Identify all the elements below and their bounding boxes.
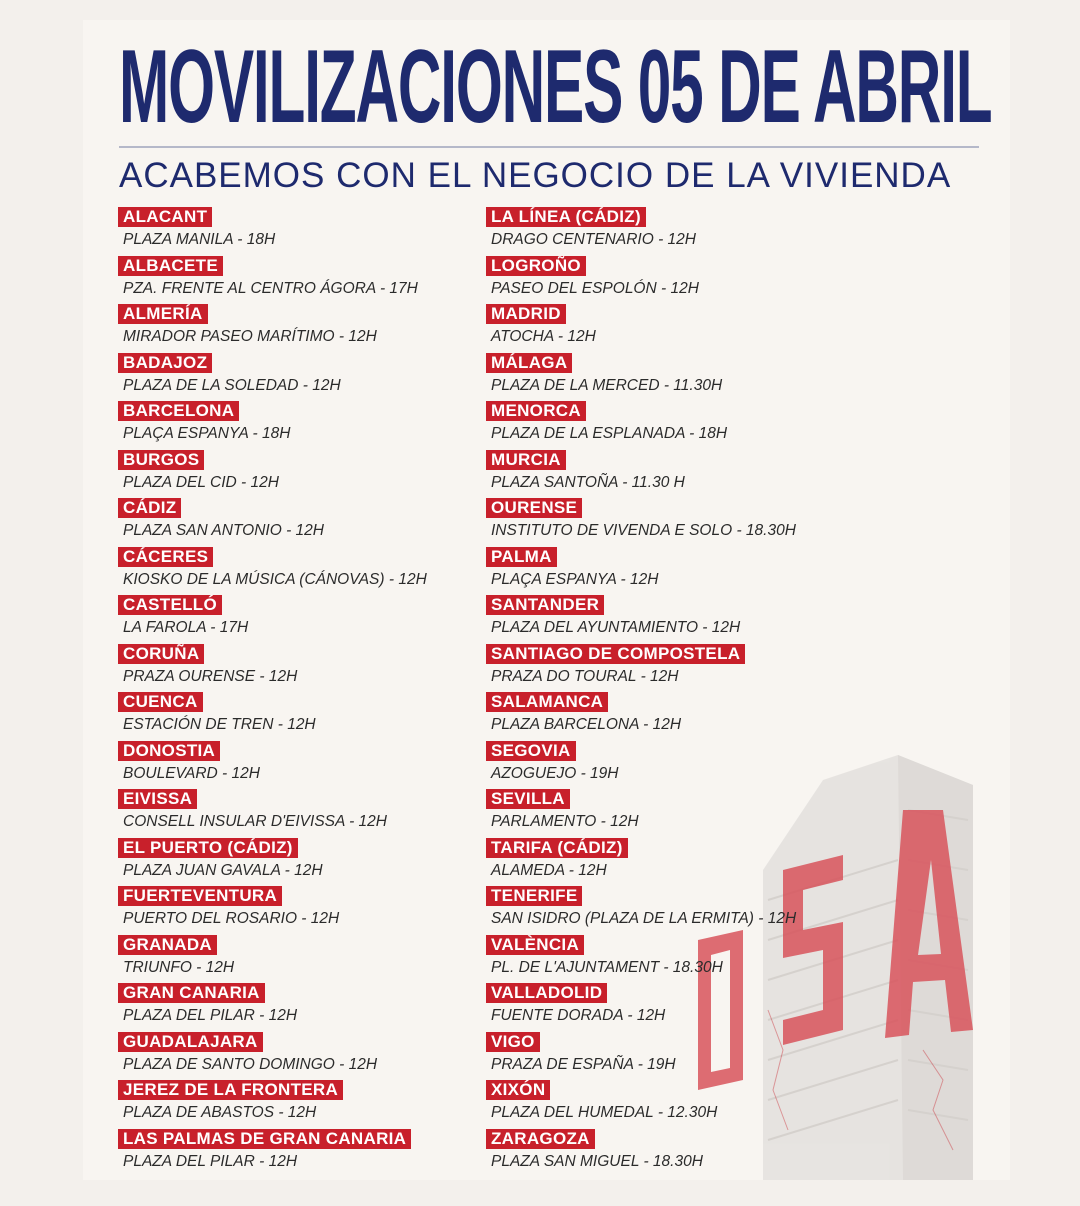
list-item — [118, 789, 478, 838]
city-label: BADAJOZ — [118, 353, 212, 373]
city-label: MADRID — [486, 304, 566, 324]
location-text: INSTITUTO DE VIVENDA E SOLO - 18.30H — [491, 522, 796, 539]
list-item — [118, 741, 478, 790]
city-label: GRANADA — [118, 935, 217, 955]
list-item — [486, 595, 846, 644]
location-text: PLAZA SANTOÑA - 11.30 H — [491, 473, 685, 491]
city-label: ALBACETE — [118, 256, 223, 276]
list-item — [486, 644, 846, 693]
location-text: PLAZA JUAN GAVALA - 12H — [123, 861, 323, 879]
location-text: PLAÇA ESPANYA - 12H — [491, 570, 659, 588]
location-text: PARLAMENTO - 12H — [491, 813, 639, 830]
city-label: BARCELONA — [118, 401, 239, 421]
city-label: SANTANDER — [486, 595, 604, 615]
city-label: CUENCA — [118, 692, 203, 712]
city-label: CÁDIZ — [118, 498, 181, 518]
list-item — [118, 1080, 478, 1129]
subtitle: ACABEMOS CON EL NEGOCIO DE LA VIVIENDA — [119, 156, 952, 195]
city-label: TARIFA (CÁDIZ) — [486, 838, 628, 858]
list-item — [118, 207, 478, 256]
city-label: ZARAGOZA — [486, 1129, 595, 1149]
city-label: CORUÑA — [118, 644, 204, 664]
list-item — [486, 304, 846, 353]
location-text: PLAZA DEL AYUNTAMIENTO - 12H — [491, 619, 741, 636]
city-label: LOGROÑO — [486, 256, 586, 276]
city-label: SEGOVIA — [486, 741, 576, 761]
location-text: AZOGUEJO - 19H — [491, 764, 619, 782]
city-label: GUADALAJARA — [118, 1032, 263, 1052]
location-text: CONSELL INSULAR D'EIVISSA - 12H — [123, 813, 387, 830]
city-label: CASTELLÓ — [118, 595, 222, 615]
list-item — [486, 838, 846, 887]
poster — [83, 20, 1010, 1180]
location-text: PLAZA MANILA - 18H — [123, 231, 276, 248]
list-item — [118, 304, 478, 353]
location-text: PASEO DEL ESPOLÓN - 12H — [491, 279, 699, 297]
list-item — [118, 498, 478, 547]
city-label: MURCIA — [486, 450, 566, 470]
location-text: PLAZA DE ABASTOS - 12H — [123, 1104, 317, 1121]
location-text: PLAZA SAN MIGUEL - 18.30H — [491, 1152, 703, 1170]
location-text: PLAZA DEL CID - 12H — [123, 473, 279, 491]
city-label: EL PUERTO (CÁDIZ) — [118, 838, 298, 858]
location-text: MIRADOR PASEO MARÍTIMO - 12H — [123, 328, 377, 345]
city-label: OURENSE — [486, 498, 582, 518]
list-item — [486, 498, 846, 547]
right-column — [486, 207, 846, 1177]
location-text: PRAZA OURENSE - 12H — [123, 667, 298, 685]
location-text: PLAZA DE LA ESPLANADA - 18H — [491, 425, 728, 442]
location-text: PLAZA DEL PILAR - 12H — [123, 1007, 298, 1024]
city-label: ALACANT — [118, 207, 212, 227]
list-item — [486, 1129, 846, 1178]
list-item — [118, 692, 478, 741]
list-item — [486, 256, 846, 305]
city-label: TENERIFE — [486, 886, 582, 906]
location-text: ATOCHA - 12H — [491, 328, 596, 345]
city-label: SALAMANCA — [486, 692, 608, 712]
list-item — [486, 789, 846, 838]
location-text: PRAZA DE ESPAÑA - 19H — [491, 1055, 676, 1073]
location-text: PLAZA DE LA SOLEDAD - 12H — [123, 376, 341, 394]
list-item — [118, 547, 478, 596]
list-item — [118, 886, 478, 935]
list-item — [486, 450, 846, 499]
city-label: LAS PALMAS DE GRAN CANARIA — [118, 1129, 411, 1149]
list-item — [486, 1080, 846, 1129]
list-item — [486, 401, 846, 450]
location-text: BOULEVARD - 12H — [123, 764, 260, 782]
list-item — [486, 353, 846, 402]
list-item — [118, 256, 478, 305]
location-text: FUENTE DORADA - 12H — [491, 1007, 666, 1024]
location-text: DRAGO CENTENARIO - 12H — [491, 231, 696, 248]
location-text: PL. DE L'AJUNTAMENT - 18.30H — [491, 958, 723, 976]
list-item — [118, 353, 478, 402]
city-label: VALLADOLID — [486, 983, 607, 1003]
list-item — [118, 935, 478, 984]
location-text: PZA. FRENTE AL CENTRO ÁGORA - 17H — [123, 279, 418, 297]
city-label: ALMERÍA — [118, 304, 208, 324]
city-label: DONOSTIA — [118, 741, 220, 761]
city-label: SANTIAGO DE COMPOSTELA — [486, 644, 745, 664]
list-item — [486, 207, 846, 256]
page-title: MOVILIZACIONES 05 DE ABRIL — [119, 29, 992, 145]
left-column — [118, 207, 478, 1177]
list-item — [486, 692, 846, 741]
city-label: JEREZ DE LA FRONTERA — [118, 1080, 343, 1100]
location-text: TRIUNFO - 12H — [123, 958, 235, 976]
list-item — [118, 644, 478, 693]
location-text: KIOSKO DE LA MÚSICA (CÁNOVAS) - 12H — [123, 570, 427, 588]
location-text: ALAMEDA - 12H — [491, 861, 607, 879]
list-item — [118, 1032, 478, 1081]
list-item — [118, 595, 478, 644]
location-text: PLAZA SAN ANTONIO - 12H — [123, 522, 324, 539]
list-item — [118, 450, 478, 499]
list-item — [486, 886, 846, 935]
list-item — [118, 401, 478, 450]
list-item — [486, 1032, 846, 1081]
location-text: PLAÇA ESPANYA - 18H — [123, 425, 291, 442]
city-label: GRAN CANARIA — [118, 983, 265, 1003]
list-item — [486, 983, 846, 1032]
city-label: MÁLAGA — [486, 353, 572, 373]
list-item — [118, 1129, 478, 1178]
location-text: PLAZA DEL PILAR - 12H — [123, 1152, 298, 1170]
location-text: SAN ISIDRO (PLAZA DE LA ERMITA) - 12H — [491, 910, 797, 927]
location-text: PLAZA DE LA MERCED - 11.30H — [491, 376, 723, 394]
city-label: FUERTEVENTURA — [118, 886, 282, 906]
list-item — [486, 547, 846, 596]
city-label: BURGOS — [118, 450, 204, 470]
location-text: LA FAROLA - 17H — [123, 619, 249, 636]
city-label: PALMA — [486, 547, 557, 567]
list-item — [486, 741, 846, 790]
location-text: PLAZA DE SANTO DOMINGO - 12H — [123, 1055, 378, 1073]
location-text: PRAZA DO TOURAL - 12H — [491, 667, 679, 685]
location-text: PLAZA BARCELONA - 12H — [491, 716, 682, 733]
location-text: PUERTO DEL ROSARIO - 12H — [123, 910, 340, 927]
city-label: SEVILLA — [486, 789, 570, 809]
list-item — [486, 935, 846, 984]
city-label: XIXÓN — [486, 1080, 550, 1100]
city-label: MENORCA — [486, 401, 586, 421]
location-text: ESTACIÓN DE TREN - 12H — [123, 716, 316, 733]
list-item — [118, 983, 478, 1032]
divider — [119, 146, 979, 148]
list-item — [118, 838, 478, 887]
city-label: VIGO — [486, 1032, 540, 1052]
location-text: PLAZA DEL HUMEDAL - 12.30H — [491, 1104, 718, 1121]
city-label: EIVISSA — [118, 789, 197, 809]
city-label: LA LÍNEA (CÁDIZ) — [486, 207, 646, 227]
city-label: CÁCERES — [118, 547, 213, 567]
city-label: VALÈNCIA — [486, 935, 584, 955]
